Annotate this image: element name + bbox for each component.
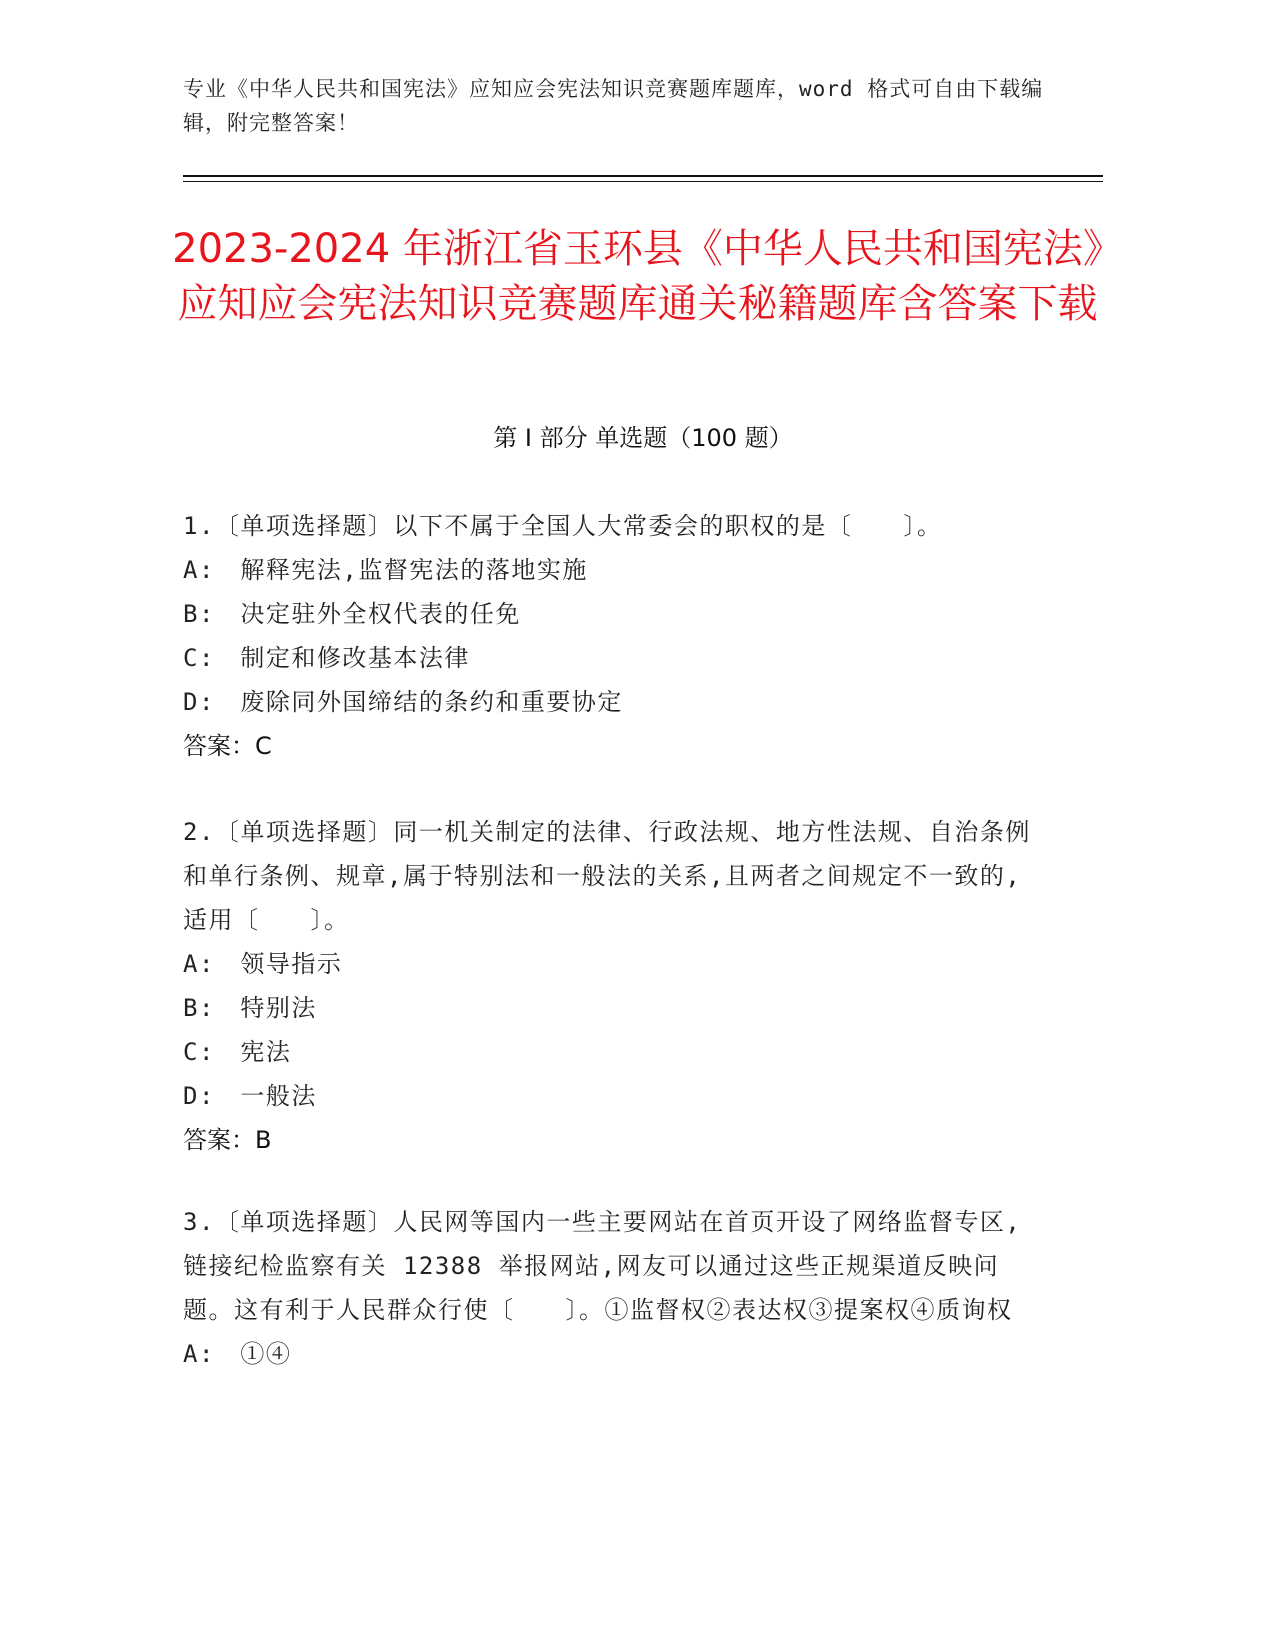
answer: 答案：B <box>183 1126 272 1154</box>
option-c: C: 制定和修改基本法律 <box>183 644 470 672</box>
header-rule-thick <box>183 175 1103 177</box>
question-stem: 3.〔单项选择题〕人民网等国内一些主要网站在首页开设了网络监督专区,链接纪检监察有关 12388 举报网站,网友可以通过这些正规渠道反映问题。这有利于人民群众行使〔 〕。①监督权②表达权③提案权④质询权 <box>183 1208 1022 1324</box>
option-d: D: 废除同外国缔结的条约和重要协定 <box>183 688 623 716</box>
option-b: B: 决定驻外全权代表的任免 <box>183 600 521 628</box>
question-stem: 2.〔单项选择题〕同一机关制定的法律、行政法规、地方性法规、自治条例和单行条例、规章,属于特别法和一般法的关系,且两者之间规定不一致的,适用〔 〕。 <box>183 818 1031 934</box>
question-1 <box>183 504 1033 768</box>
question-2 <box>183 810 1033 1162</box>
document-title: 2023-2024 年浙江省玉环县《中华人民共和国宪法》应知应会宪法知识竞赛题库通关秘籍题库含答案下载 <box>172 226 1103 327</box>
answer: 答案：C <box>183 732 272 760</box>
question-stem: 1.〔单项选择题〕以下不属于全国人大常委会的职权的是〔 〕。 <box>183 512 943 540</box>
section-title: 第 I 部分 单选题（100 题） <box>493 424 793 452</box>
option-b: B: 特别法 <box>183 994 317 1022</box>
option-a: A: 解释宪法,监督宪法的落地实施 <box>183 556 588 584</box>
question-3 <box>183 1200 1033 1376</box>
option-c: C: 宪法 <box>183 1038 292 1066</box>
header-note: 专业《中华人民共和国宪法》应知应会宪法知识竞赛题库题库，word 格式可自由下载编辑，附完整答案！ <box>183 77 1044 135</box>
option-a: A: 领导指示 <box>183 950 343 978</box>
option-a: A: ①④ <box>183 1340 292 1368</box>
option-d: D: 一般法 <box>183 1082 317 1110</box>
header-rule-thin <box>183 181 1103 182</box>
